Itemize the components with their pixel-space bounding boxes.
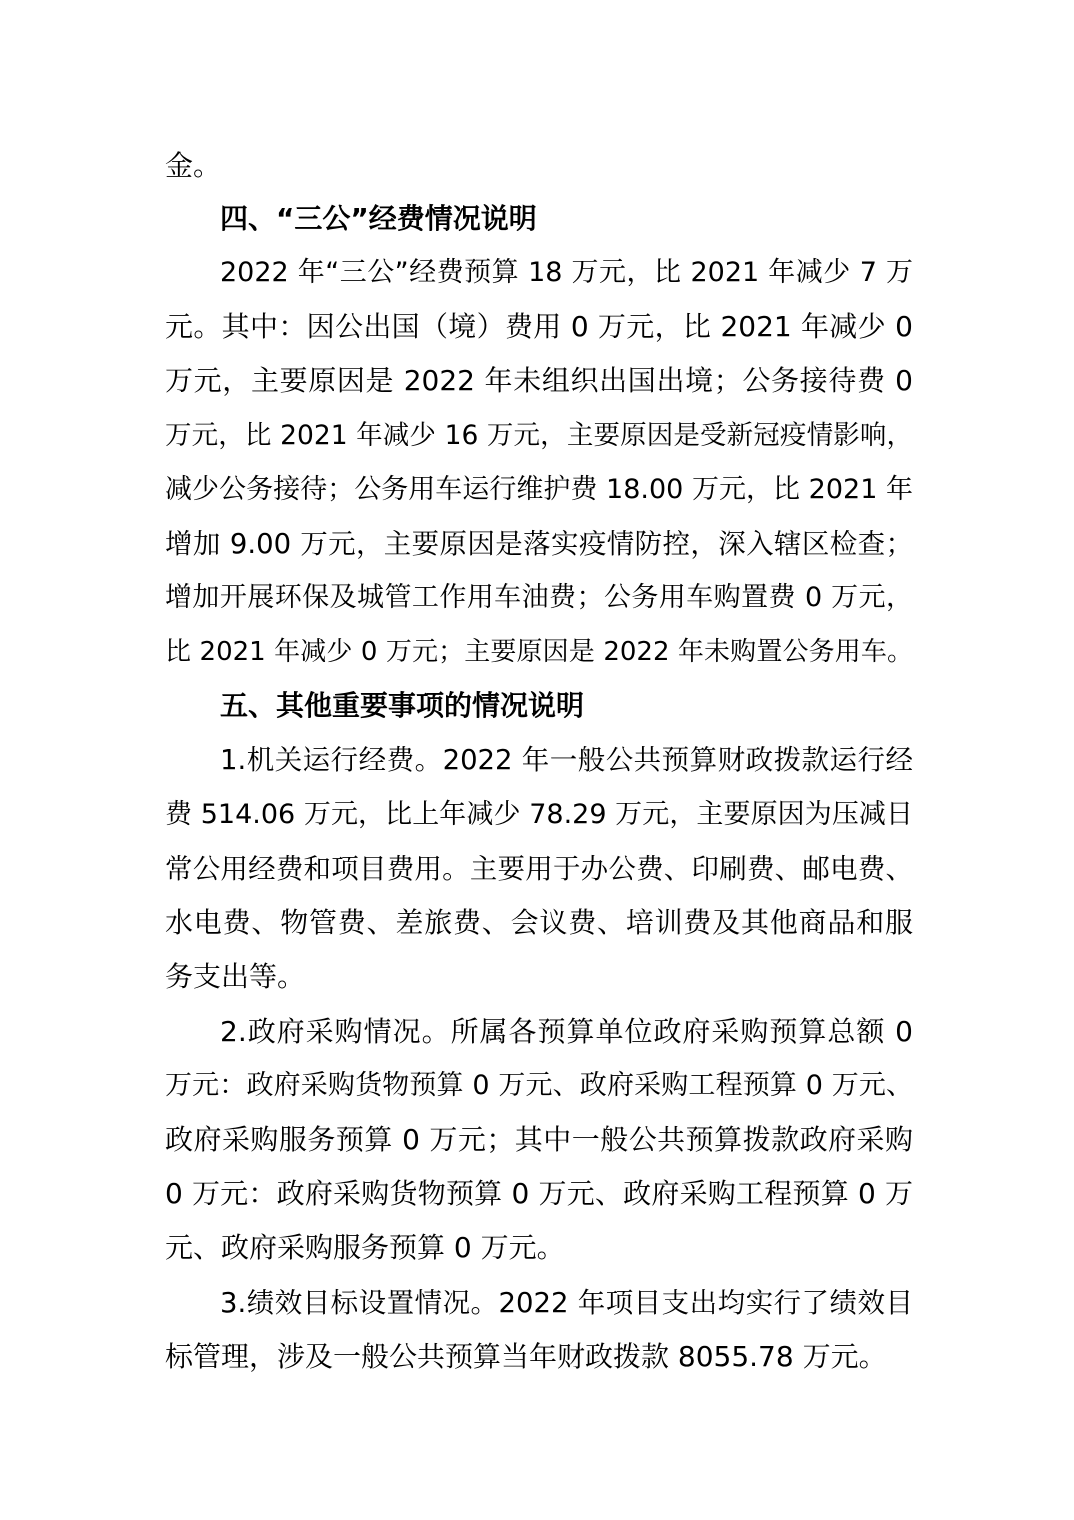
paragraph-line: 减少公务接待；公务用车运行维护费 18.00 万元，比 2021 年 [165,474,913,505]
paragraph-line: 元、政府采购服务预算 0 万元。 [165,1231,565,1264]
paragraph-line: 元。其中：因公出国（境）费用 0 万元，比 2021 年减少 0 [165,310,913,343]
paragraph-line: 增加 9.00 万元，主要原因是落实疫情防控，深入辖区检查； [165,528,913,560]
paragraph-line: 比 2021 年减少 0 万元；主要原因是 2022 年未购置公务用车。 [165,637,913,667]
paragraph-line: 政府采购服务预算 0 万元；其中一般公共预算拨款政府采购 [165,1123,913,1156]
paragraph-line: 金。 [165,149,222,182]
paragraph-line: 2.政府采购情况。所属各预算单位政府采购预算总额 0 [220,1015,913,1048]
paragraph-line: 万元，比 2021 年减少 16 万元，主要原因是受新冠疫情影响， [165,420,913,451]
paragraph-line: 0 万元：政府采购货物预算 0 万元、政府采购工程预算 0 万 [165,1177,913,1210]
paragraph-line: 增加开展环保及城管工作用车油费；公务用车购置费 0 万元， [165,582,913,613]
paragraph-line: 水电费、物管费、差旅费、会议费、培训费及其他商品和服 [165,906,913,939]
section-heading-three-public: 四、“三公”经费情况说明 [220,202,537,235]
paragraph-line: 费 514.06 万元，比上年减少 78.29 万元，主要原因为压减日 [165,799,913,830]
paragraph-line: 常公用经费和项目费用。主要用于办公费、印刷费、邮电费、 [165,853,913,885]
paragraph-line: 万元，主要原因是 2022 年未组织出国出境；公务接待费 0 [165,364,913,397]
paragraph-line: 万元：政府采购货物预算 0 万元、政府采购工程预算 0 万元、 [165,1070,913,1101]
paragraph-line: 1.机关运行经费。2022 年一般公共预算财政拨款运行经 [220,744,913,776]
paragraph-line: 标管理，涉及一般公共预算当年财政拨款 8055.78 万元。 [165,1340,887,1373]
paragraph-line: 3.绩效目标设置情况。2022 年项目支出均实行了绩效目 [220,1287,913,1319]
paragraph-line: 务支出等。 [165,960,306,993]
paragraph-line: 2022 年“三公”经费预算 18 万元，比 2021 年减少 7 万 [220,257,913,288]
section-heading-other-matters: 五、其他重要事项的情况说明 [220,689,585,722]
